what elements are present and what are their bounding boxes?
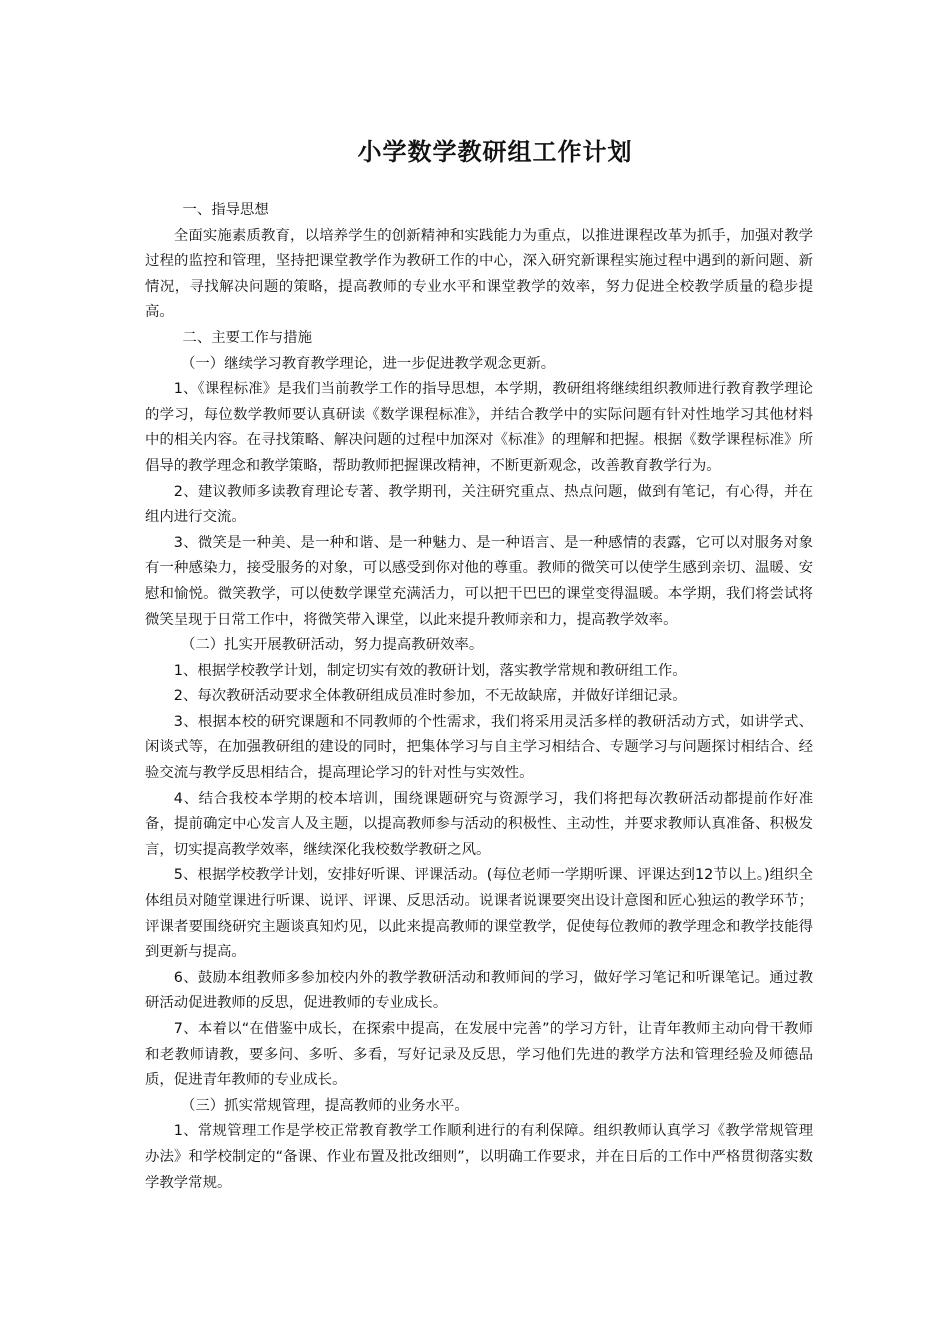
- document-title: 小学数学教研组工作计划: [357, 137, 633, 166]
- paragraph: 2、每次教研活动要求全体教研组成员准时参加，不无故缺席，并做好详细记录。: [173, 688, 687, 705]
- paragraph: 2、建议教师多读教育理论专著、教学期刊，关注研究重点、热点问题，做到有笔记，有心得，并在组内进行交流。: [145, 483, 813, 526]
- paragraph: 1、《课程标准》是我们当前教学工作的指导思想，本学期，教研组将继续组织教师进行教育教学理论的学习，每位数学教师要认真研读《数学课程标准》，并结合教学中的实际问题有针对性地学习其他材料中的相关内容。在寻找策略、解决问题的过程中加深对《标准》的理解和把握。根据《数学课程标准》所倡导的教学理念和教学策略，帮助教师把握课改精神，不断更新观念，改善教育教学行为。: [145, 381, 813, 474]
- subsection-heading: （一）继续学习教育教学理论，进一步促进教学观念更新。: [181, 355, 556, 372]
- document-body: [145, 198, 813, 1196]
- paragraph: 6、鼓励本组教师多参加校内外的教学教研活动和教师间的学习，做好学习笔记和听课笔记。通过教研活动促进教师的反思，促进教师的专业成长。: [145, 969, 813, 1012]
- subsection-heading: （二）扎实开展教研活动，努力提高教研效率。: [181, 637, 484, 654]
- paragraph: 7、本着以“在借鉴中成长，在探索中提高，在发展中完善”的学习方针，让青年教师主动向骨干教师和老教师请教，要多问、多听、多看，写好记录及反思，学习他们先进的教学方法和管理经验及师德品质，促进青年教师的专业成长。: [145, 1021, 813, 1089]
- section-heading: 一、指导思想: [182, 202, 269, 218]
- paragraph: 4、结合我校本学期的校本培训，围绕课题研究与资源学习，我们将把每次教研活动都提前作好准备，提前确定中心发言人及主题，以提高教师参与活动的积极性、主动性，并要求教师认真准备、积极发言，切实提高教学效率，继续深化我校数学教研之风。: [145, 790, 813, 858]
- paragraph: 全面实施素质教育，以培养学生的创新精神和实践能力为重点，以推进课程改革为抓手，加强对教学过程的监控和管理，坚持把课堂教学作为教研工作的中心，深入研究新课程实施过程中遇到的新问题、新情况，寻找解决问题的策略，提高教师的专业水平和课堂教学的效率，努力促进全校教学质量的稳步提高。: [145, 227, 813, 321]
- section-heading: 二、主要工作与措施: [182, 329, 312, 346]
- paragraph: 1、常规管理工作是学校正常教育教学工作顺利进行的有利保障。组织教师认真学习《教学常规管理办法》和学校制定的“备课、作业布置及批改细则”，以明确工作要求，并在日后的工作中严格贯彻落实数学教学常规。: [145, 1123, 813, 1191]
- subsection-heading: （三）抓实常规管理，提高教师的业务水平。: [181, 1097, 469, 1114]
- paragraph: 5、根据学校教学计划，安排好听课、评课活动。(每位老师一学期听课、评课达到12节以上。)组织全体组员对随堂课进行听课、说评、评课、反思活动。说课者说课要突出设计意图和匠心独运的教学环节；评课者要围绕研究主题谈真知灼见，以此来提高教师的课堂教学，促使每位教师的教学理念和教学技能得到更新与提高。: [145, 867, 813, 961]
- paragraph: 1、根据学校教学计划，制定切实有效的教研计划，落实教学常规和教研组工作。: [173, 662, 687, 679]
- paragraph: 3、微笑是一种美、是一种和谐、是一种魅力、是一种语言、是一种感情的表露，它可以对服务对象有一种感染力，接受服务的对象，可以感受到你对他的尊重。教师的微笑可以使学生感到亲切、温暖、安慰和愉悦。微笑教学，可以使数学课堂充满活力，可以把干巴巴的课堂变得温暖。本学期，我们将尝试将微笑呈现于日常工作中，将微笑带入课堂，以此来提升教师亲和力，提高教学效率。: [145, 534, 813, 628]
- paragraph: 3、根据本校的研究课题和不同教师的个性需求，我们将采用灵活多样的教研活动方式，如讲学式、闲谈式等，在加强教研组的建设的同时，把集体学习与自主学习相结合、专题学习与问题探讨相结合、经验交流与教学反思相结合，提高理论学习的针对性与实效性。: [145, 713, 813, 782]
